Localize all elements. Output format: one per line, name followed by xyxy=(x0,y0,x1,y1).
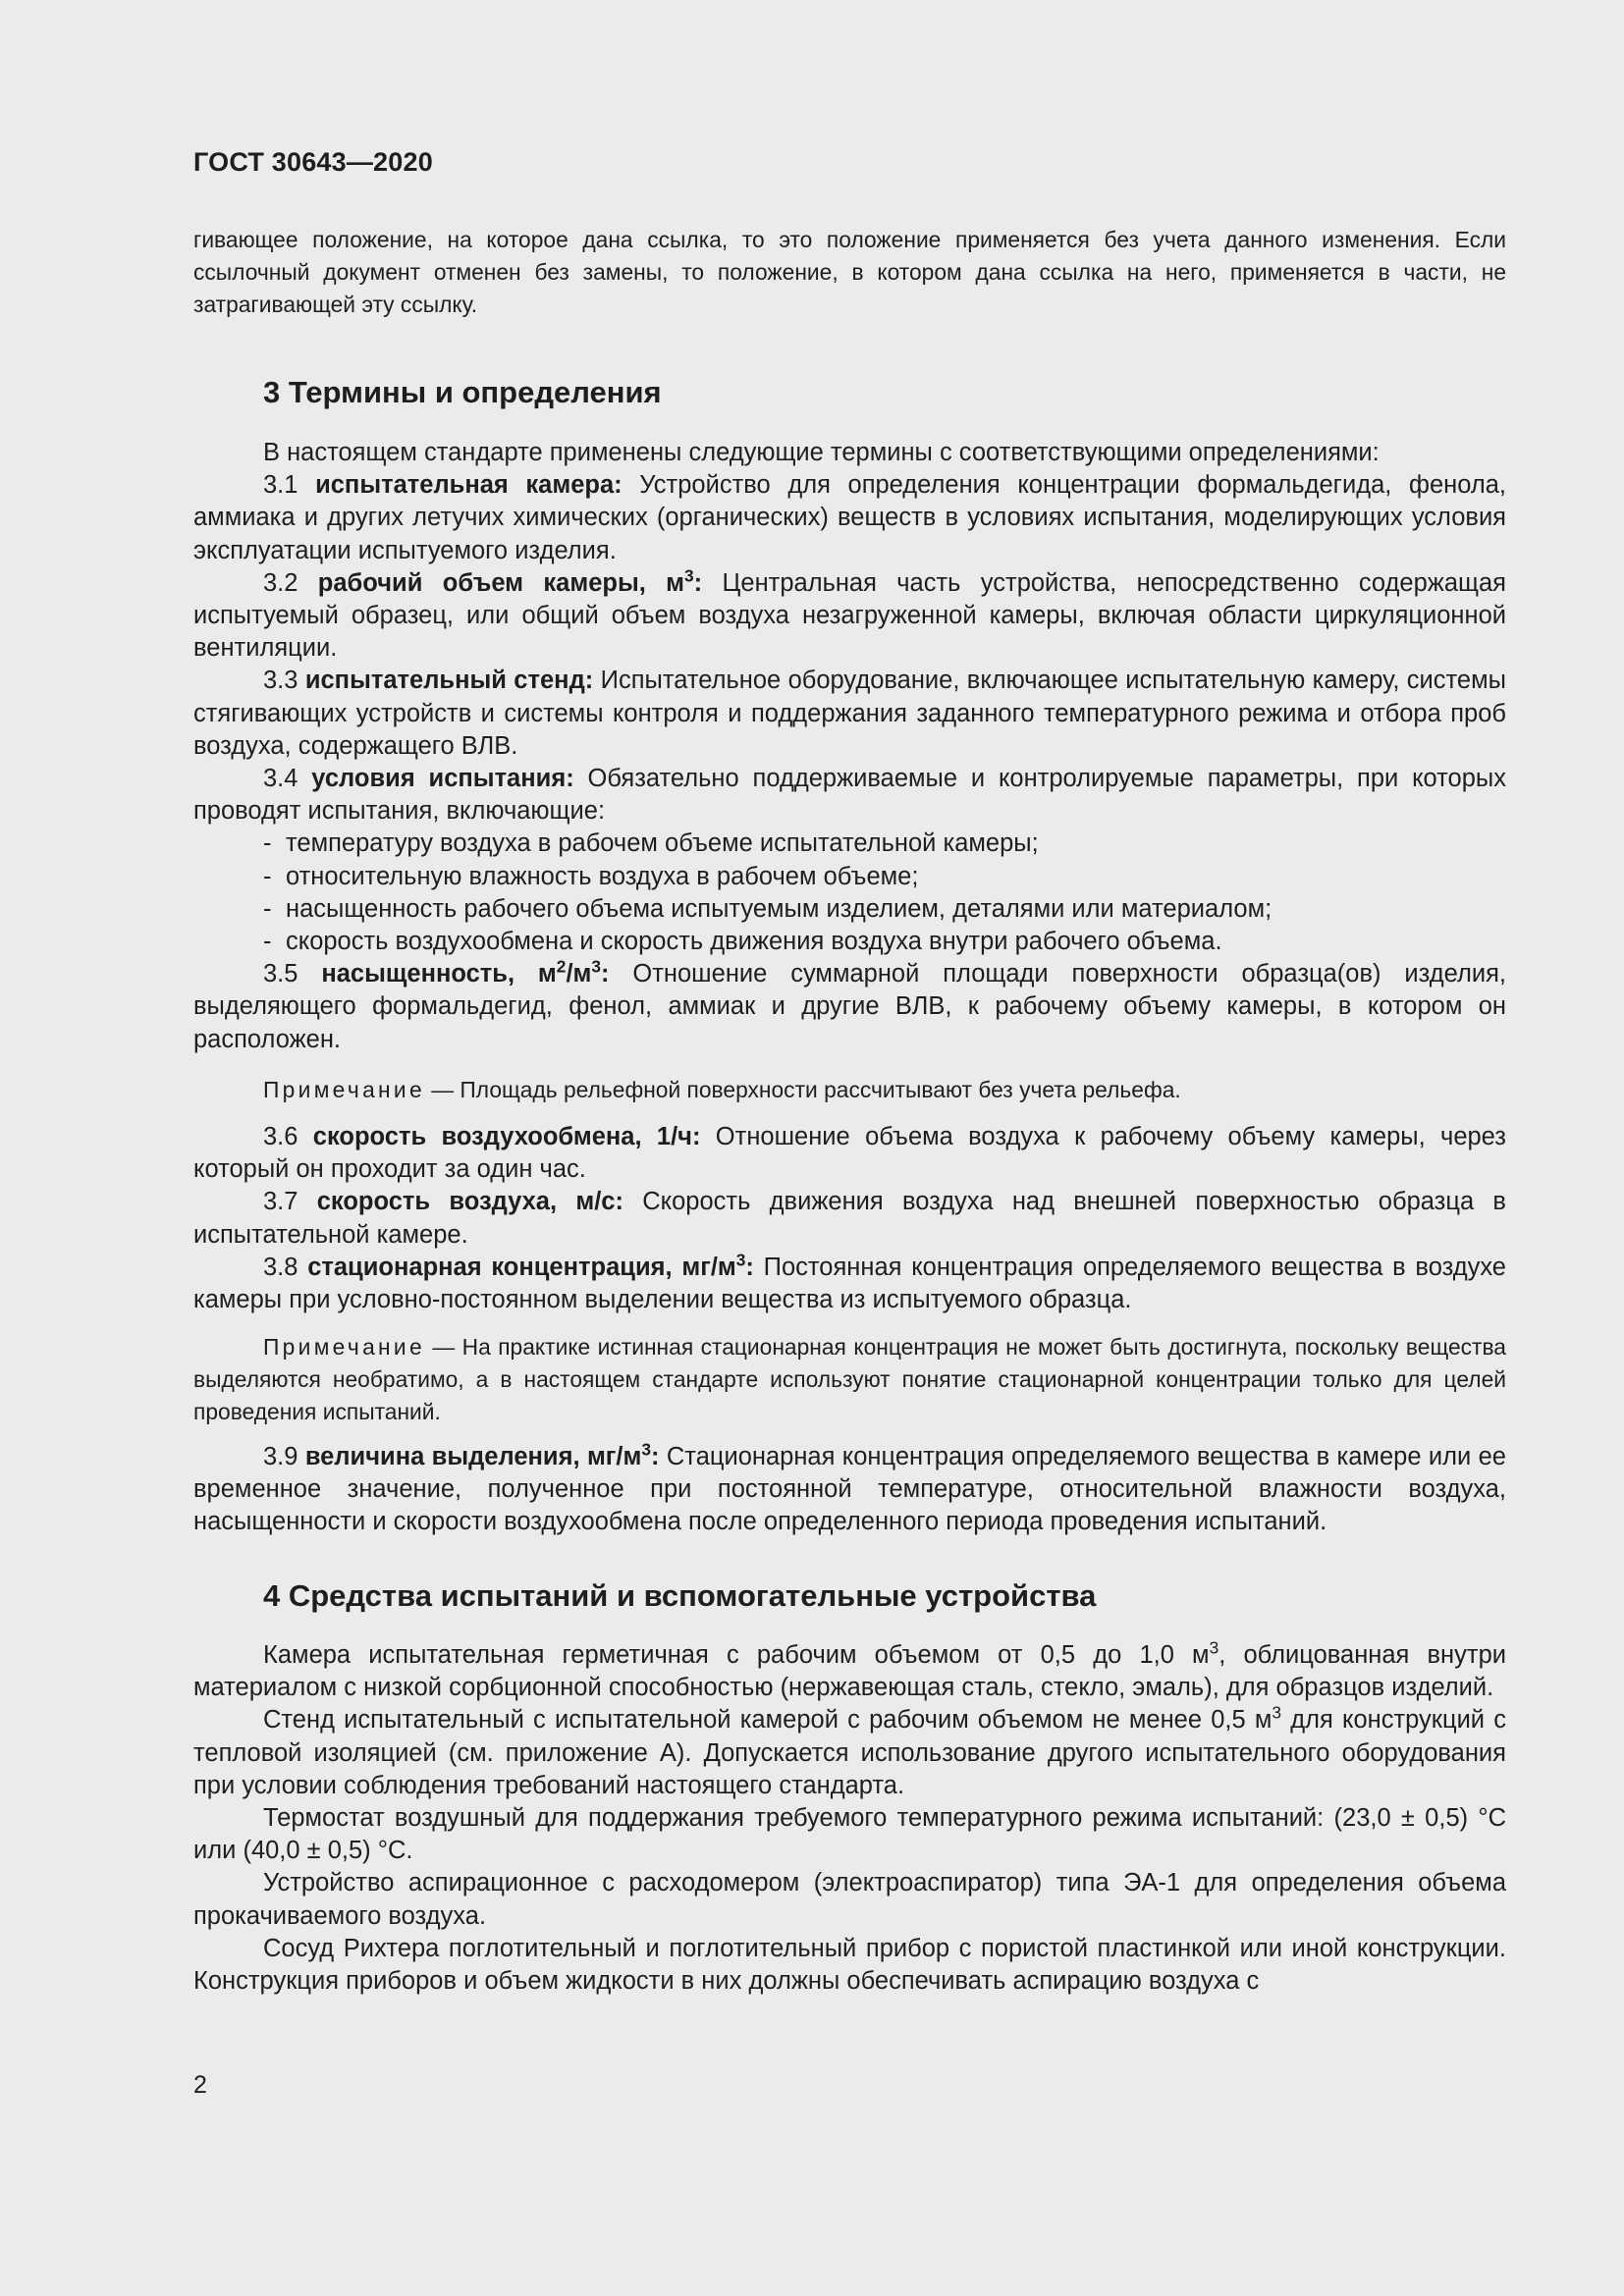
note-1 xyxy=(193,1074,1506,1106)
term-3-5 xyxy=(193,958,1506,1056)
term-definition: Испытательное оборудование, включающее испытательную камеру, системы стягивающих устройств и системы контроля и поддержания заданного температурного режима и отбора проб воздуха, содержащего ВЛВ. xyxy=(193,667,1506,760)
note-label: Примечание xyxy=(263,1077,425,1102)
section-3-body xyxy=(193,437,1506,1056)
term-definition: Отношение объема воздуха к рабочему объему камеры, через который он проходит за один час. xyxy=(193,1123,1506,1184)
term-title: стационарная концентрация, $мг/м^3$: xyxy=(307,1250,754,1281)
term-definition: Отношение суммарной площади поверхности образца(ов) изделия, выделяющего формальдегид, фенол, аммиак и другие ВЛВ, к рабочему объему камеры, в котором он расположен. xyxy=(193,960,1506,1053)
note-label: Примечание xyxy=(263,1334,425,1360)
term-title: скорость воздухообмена, 1/ч: xyxy=(312,1123,701,1150)
term-3-3 xyxy=(193,665,1506,763)
document-code-header: ГОСТ 30643—2020 xyxy=(193,147,433,177)
page-number: 2 xyxy=(193,2071,207,2099)
term-definition: Центральная часть устройства, непосредственно содержащая испытуемый образец, или общий объем воздуха незагруженной камеры, включая области циркуляционной вентиляции. xyxy=(193,568,1506,663)
term-number: 3.9 xyxy=(263,1443,305,1470)
term-definition: Стационарная концентрация определяемого вещества в камере или ее временное значение, полученное при постоянной температуре, относительной влажности воздуха, насыщенности и скорости воздухообмена после определенного периода проведения испытаний. xyxy=(193,1443,1506,1536)
term-title: испытательный стенд: xyxy=(304,667,594,695)
term-title: условия испытания: xyxy=(311,765,574,793)
term-definition: Постоянная концентрация определяемого вещества в воздухе камеры при условно-постоянном выделении вещества из испытуемого образца. xyxy=(193,1253,1506,1314)
term-title: величина выделения, $мг/м^3$: xyxy=(304,1439,660,1470)
term-number: 3.6 xyxy=(263,1123,313,1150)
list-item: - температуру воздуха в рабочем объеме испытательной камеры; xyxy=(193,828,1506,860)
section-3-body-cont xyxy=(193,1121,1506,1316)
term-number: 3.1 xyxy=(263,471,316,500)
term-number: 3.4 xyxy=(263,765,312,793)
section-4-paragraph: Устройство аспирационное с расходомером (электроаспиратор) типа ЭА-1 для определения объема прокачиваемого воздуха. xyxy=(193,1869,1506,1930)
term-definition: Скорость движения воздуха над внешней поверхностью образца в испытательной камере. xyxy=(193,1188,1506,1249)
term-title: рабочий объем камеры, $м^3$: xyxy=(317,565,703,597)
intro-paragraph: гивающее положение, на которое дана ссылка, то это положение применяется без учета данного изменения. Если ссылочный документ отменен без замены, то положение, в котором дана ссылка на него, применяется в части, не затрагивающей эту ссылку. xyxy=(193,227,1506,317)
term-number: 3.8 xyxy=(263,1253,308,1281)
dash-marker: - xyxy=(263,829,272,858)
note-2 xyxy=(193,1331,1506,1428)
list-item: - скорость воздухообмена и скорость движения воздуха внутри рабочего объема. xyxy=(193,926,1506,958)
term-3-1 xyxy=(193,469,1506,567)
section-4-paragraph: Термостат воздушный для поддержания требуемого температурного режима испытаний: (23,0 ± 0,5) °С или (40,0 ± 0,5) °С. xyxy=(193,1804,1506,1865)
term-3-8 xyxy=(193,1252,1506,1316)
term-number: 3.3 xyxy=(263,667,305,695)
term-number: 3.2 xyxy=(263,568,318,597)
section-3-body-end xyxy=(193,1441,1506,1539)
term-3-7 xyxy=(193,1186,1506,1251)
term-definition: Устройство для определения концентрации формальдегида, фенола, аммиака и других летучих химических (органических) веществ в условиях испытания, моделирующих условия эксплуатации испытуемого изделия. xyxy=(193,471,1506,564)
term-title: насыщенность, $м^2/м^3$: xyxy=(321,956,610,988)
section-3-heading: 3 Термины и определения xyxy=(263,375,662,409)
section-4-paragraph: Сосуд Рихтера поглотительный и поглотительный прибор с пористой пластинкой или иной конструкции. Конструкция приборов и объем жидкости в них должны обеспечивать аспирацию воздуха с xyxy=(193,1934,1506,1996)
section-4-body xyxy=(193,1639,1506,1998)
term-number: 3.5 xyxy=(263,960,322,988)
term-3-9 xyxy=(193,1441,1506,1539)
note-text: — Площадь рельефной поверхности рассчитывают без учета рельефа. xyxy=(424,1077,1181,1102)
term-3-2 xyxy=(193,567,1506,666)
section-4-heading: 4 Средства испытаний и вспомогательные устройства xyxy=(263,1578,1097,1613)
section-3-lead: В настоящем стандарте применены следующие термины с соответствующими определениями: xyxy=(263,439,1380,466)
section-4-paragraph: Камера испытательная герметичная с рабочим объемом от 0,5 до 1,0 $м^3$, облицованная внутри материалом с низкой сорбционной способностью (нержавеющая сталь, стекло, эмаль), для образцов изделий. xyxy=(193,1637,1506,1702)
term-definition: Обязательно поддерживаемые и контролируемые параметры, при которых проводят испытания, включающие: xyxy=(193,765,1507,826)
term-title: скорость воздуха, м/с: xyxy=(316,1188,623,1216)
term-3-6 xyxy=(193,1121,1506,1186)
note-text: — На практике истинная стационарная концентрация не может быть достигнута, поскольку вещества выделяются необратимо, а в настоящем стандарте используют понятие стационарной концентрации только для целей проведения испытаний. xyxy=(193,1334,1506,1424)
dash-marker: - xyxy=(263,894,272,923)
section-4-paragraph: Стенд испытательный с испытательной камерой с рабочим объемом не менее 0,5 $м^3$ для конструкций с тепловой изоляцией (см. приложение А). Допускается использование другого испытательного оборудования при условии соблюдения требований настоящего стандарта. xyxy=(193,1702,1506,1799)
term-3-4 xyxy=(193,763,1506,828)
list-item: - насыщенность рабочего объема испытуемым изделием, деталями или материалом; xyxy=(193,893,1506,926)
term-title: испытательная камера: xyxy=(315,471,623,500)
term-number: 3.7 xyxy=(263,1188,317,1216)
list-item: - относительную влажность воздуха в рабочем объеме; xyxy=(193,861,1506,893)
dash-marker: - xyxy=(263,862,272,890)
dash-marker: - xyxy=(263,928,272,956)
